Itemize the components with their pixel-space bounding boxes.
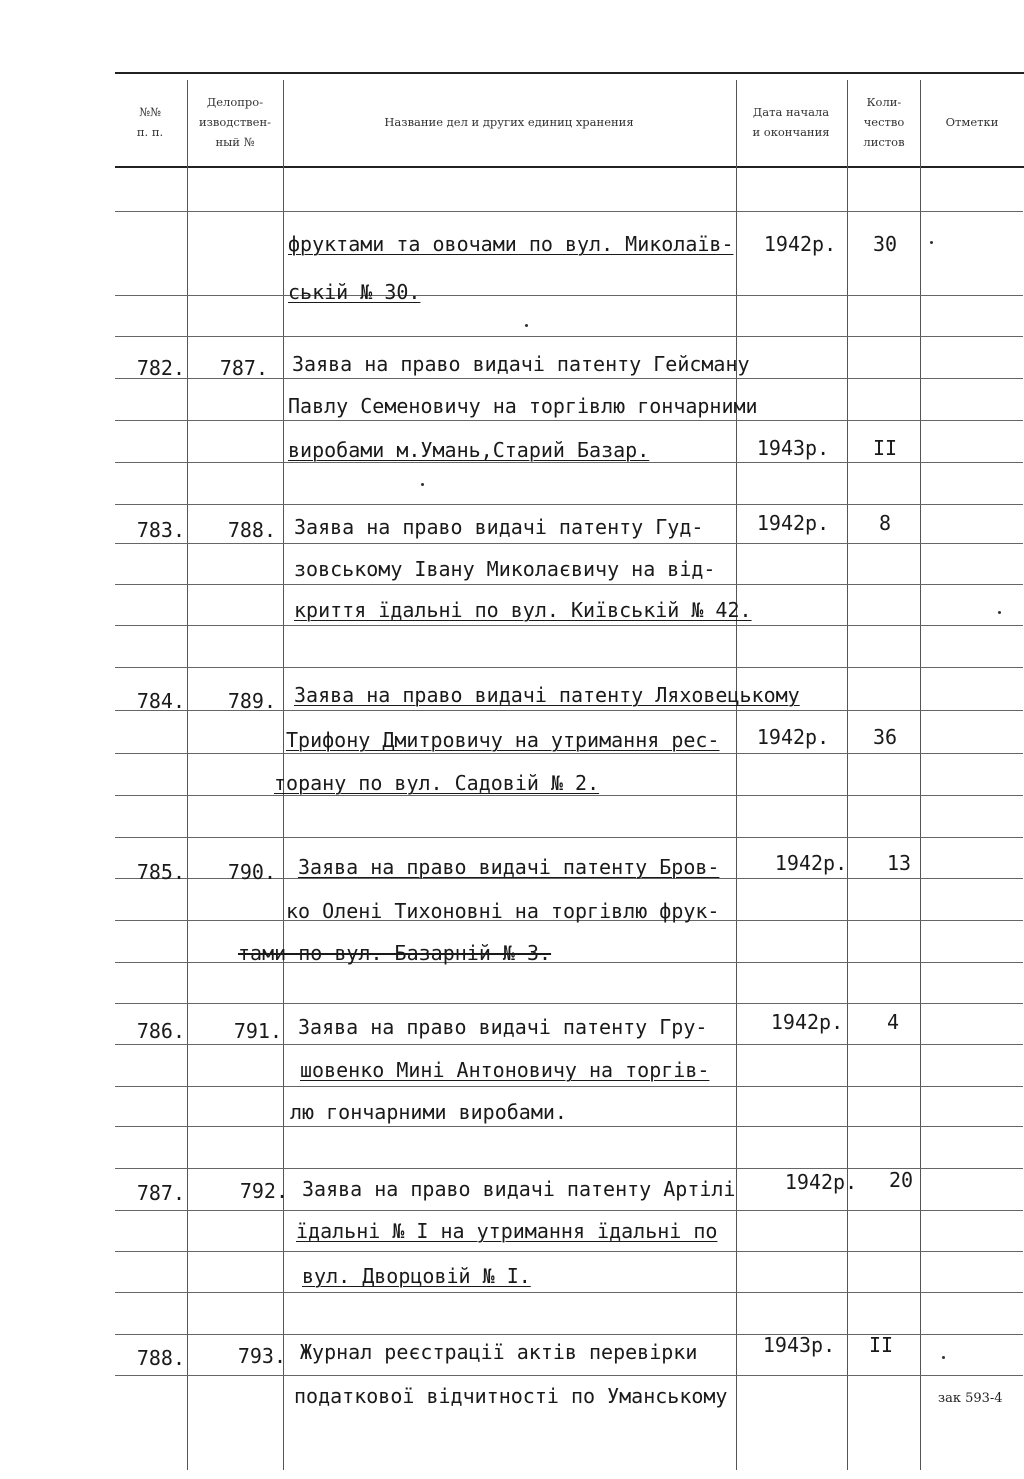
row-rule xyxy=(115,584,1023,585)
entry-title-line: тами по вул. Базарній № 3. xyxy=(238,941,552,965)
entry-sheets: 4 xyxy=(886,1010,900,1034)
row-rule xyxy=(115,1044,1023,1045)
column-divider xyxy=(187,80,188,1470)
entry-date: 1943р. xyxy=(756,436,830,460)
entry-sheets: II xyxy=(872,436,898,460)
row-rule xyxy=(115,336,1023,337)
row-rule xyxy=(115,667,1023,668)
entry-office-number: 793. xyxy=(237,1344,286,1368)
row-rule xyxy=(115,625,1023,626)
ink-speck xyxy=(930,241,933,244)
continuation-line: ській № 30. xyxy=(288,280,421,304)
row-rule xyxy=(115,543,1023,544)
entry-number: 786. xyxy=(136,1019,185,1043)
entry-number: 787. xyxy=(136,1181,185,1205)
header-col-sheets: Коли- чество листов xyxy=(863,95,905,149)
header-bottom-rule xyxy=(115,166,1024,168)
entry-title-line: Заява на право видачі патенту Ляховецькому xyxy=(294,683,800,707)
row-rule xyxy=(115,504,1023,505)
entry-date: 1942р. xyxy=(784,1170,858,1194)
entry-title-line: їдальні № I на утримання їдальні по xyxy=(296,1219,718,1243)
row-rule xyxy=(115,462,1023,463)
row-rule xyxy=(115,420,1023,421)
entry-number: 783. xyxy=(136,518,185,542)
entry-title-line: Заява на право видачі патенту Гру- xyxy=(298,1015,708,1039)
row-rule xyxy=(115,795,1023,796)
entry-office-number: 789. xyxy=(227,689,276,713)
entry-date: 1942р. xyxy=(774,851,848,875)
entry-office-number: 792. xyxy=(239,1179,288,1203)
header-col-number: №№ п. п. xyxy=(136,105,164,139)
row-rule xyxy=(115,295,1023,296)
entry-title-line: шовенко Мині Антоновичу на торгів- xyxy=(300,1058,710,1082)
header-top-rule xyxy=(115,72,1024,74)
entry-sheets: II xyxy=(868,1333,894,1357)
entry-title-line: податкової відчитності по Уманському xyxy=(294,1384,728,1408)
row-rule xyxy=(115,1375,1023,1376)
entry-title-line: Журнал реєстрації актів перевірки xyxy=(300,1340,698,1364)
entry-title-line: Заява на право видачі патенту Гейсману xyxy=(292,352,750,376)
entry-office-number: 791. xyxy=(233,1019,282,1043)
row-rule xyxy=(115,1292,1023,1293)
row-rule xyxy=(115,837,1023,838)
entry-title-line: Заява на право видачі патенту Бров- xyxy=(298,855,720,879)
entry-title-line: зовському Івану Миколаєвичу на від- xyxy=(294,557,716,581)
entry-sheets: 36 xyxy=(872,725,898,749)
column-divider xyxy=(920,80,921,1470)
ink-speck xyxy=(998,611,1001,614)
entry-sheets: 13 xyxy=(886,851,912,875)
entry-title-line: Трифону Дмитровичу на утримання рес- xyxy=(286,728,720,752)
entry-office-number: 790. xyxy=(227,860,276,884)
column-divider xyxy=(847,80,848,1470)
order-number: зак 593-4 xyxy=(938,1391,1003,1406)
row-rule xyxy=(115,211,1023,212)
entry-title-line: ко Олені Тихоновні на торгівлю фрук- xyxy=(286,899,720,923)
continuation-date: 1942р. xyxy=(763,232,837,256)
row-rule xyxy=(115,1251,1023,1252)
ink-speck xyxy=(525,324,528,327)
entry-title-line: виробами м.Умань,Старий Базар. xyxy=(288,438,650,462)
row-rule xyxy=(115,1126,1023,1127)
row-rule xyxy=(115,1086,1023,1087)
column-divider xyxy=(736,80,737,1470)
row-rule xyxy=(115,753,1023,754)
entry-title-line: лю гончарними виробами. xyxy=(290,1100,567,1124)
entry-sheets: 20 xyxy=(888,1168,914,1192)
entry-title-line: Заява на право видачі патенту Гуд- xyxy=(294,515,704,539)
header-col-office-number: Делопро- изводствен- ный № xyxy=(198,95,272,149)
entry-office-number: 787. xyxy=(219,356,268,380)
entry-number: 784. xyxy=(136,689,185,713)
header-col-title: Название дел и других единиц хранения xyxy=(384,115,634,129)
entry-title-line: торану по вул. Садовій № 2. xyxy=(274,771,600,795)
entry-number: 785. xyxy=(136,860,185,884)
entry-title-line: криття їдальні по вул. Київській № 42. xyxy=(294,598,752,622)
entry-number: 788. xyxy=(136,1346,185,1370)
entry-date: 1942р. xyxy=(756,511,830,535)
entry-date: 1943р. xyxy=(762,1333,836,1357)
header-col-notes: Отметки xyxy=(945,115,999,129)
continuation-line: фруктами та овочами по вул. Миколаїв- xyxy=(288,232,734,256)
ink-speck xyxy=(421,483,424,486)
row-rule xyxy=(115,1210,1023,1211)
continuation-sheets: 30 xyxy=(872,232,898,256)
entry-sheets: 8 xyxy=(878,511,892,535)
entry-number: 782. xyxy=(136,356,185,380)
header-col-dates: Дата начала и окончания xyxy=(752,105,830,139)
entry-date: 1942р. xyxy=(770,1010,844,1034)
entry-title-line: вул. Дворцовій № I. xyxy=(302,1264,531,1288)
row-rule xyxy=(115,1003,1023,1004)
entry-title-line: Заява на право видачі патенту Артілі xyxy=(302,1177,736,1201)
entry-title-line: Павлу Семеновичу на торгівлю гончарними xyxy=(288,394,758,418)
entry-date: 1942р. xyxy=(756,725,830,749)
ink-speck xyxy=(942,1356,945,1359)
entry-office-number: 788. xyxy=(227,518,276,542)
